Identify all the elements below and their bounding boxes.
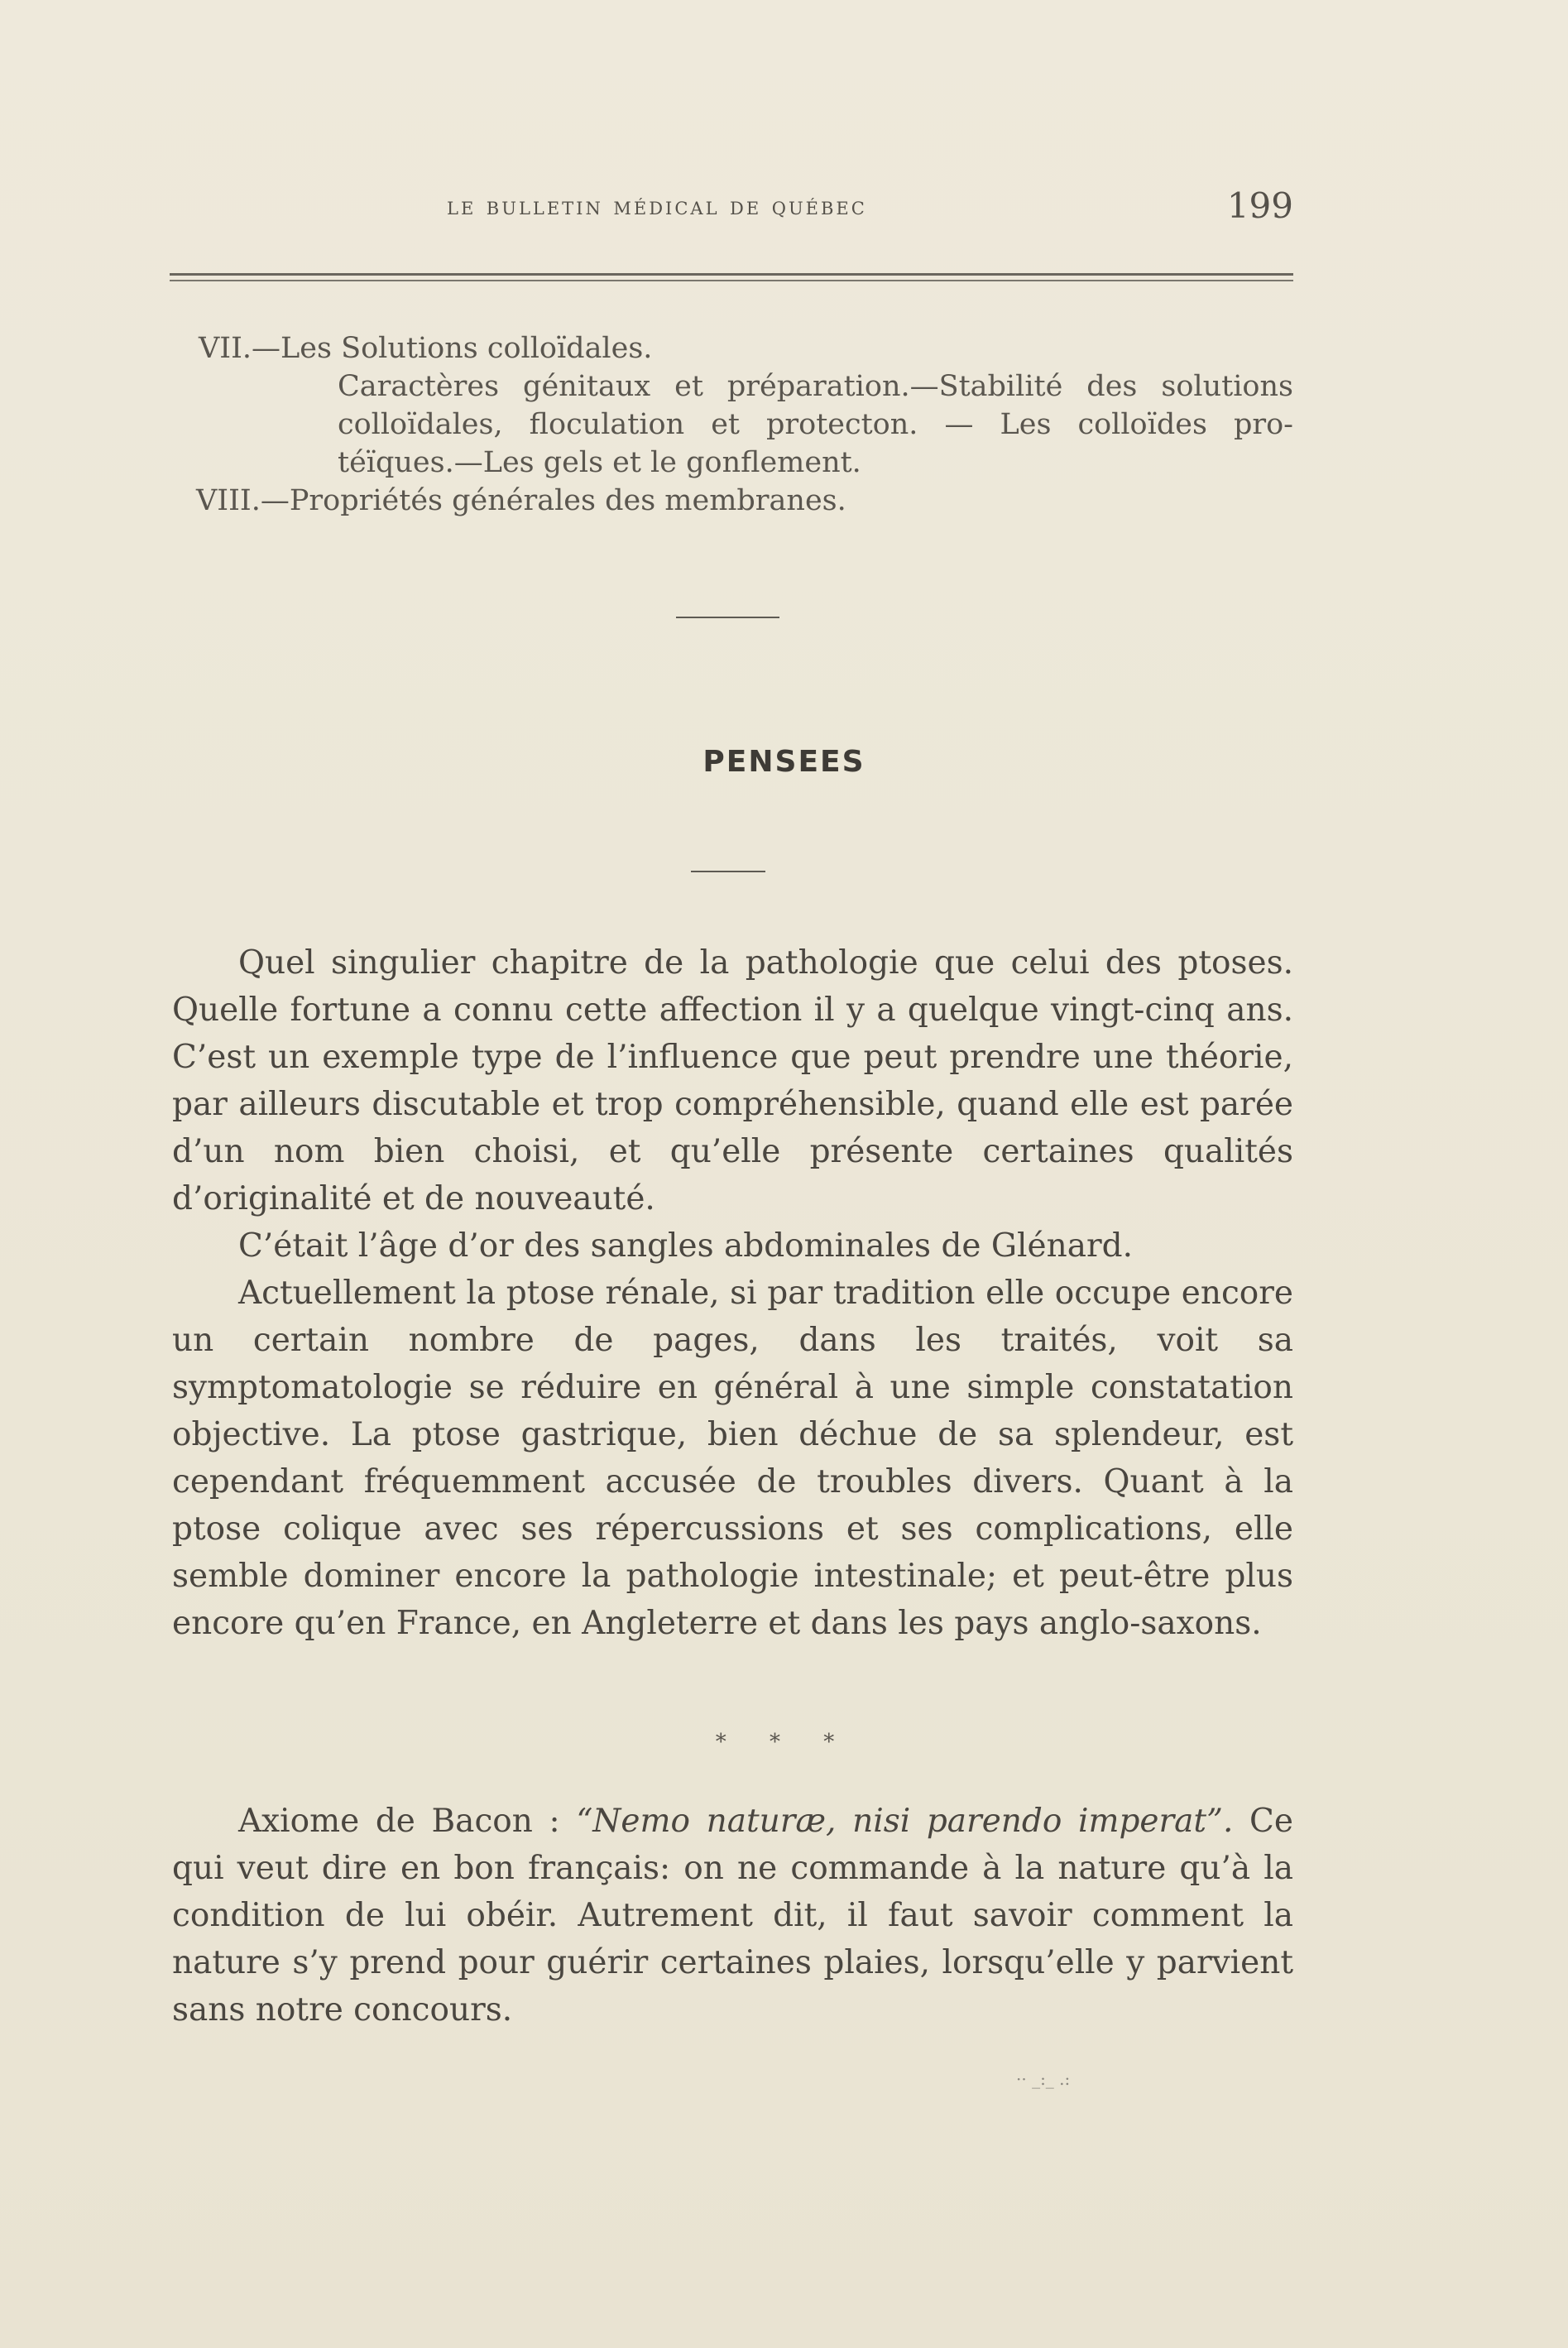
toc-item-viii: VIII.—Propriétés générales des membranes. <box>196 484 846 517</box>
section-title: PENSEES <box>702 745 866 779</box>
page-number: 199 <box>1226 185 1293 226</box>
page-header <box>170 185 1293 242</box>
header-rule-secondary <box>170 280 1293 281</box>
bacon-lead: Axiome de Bacon : <box>238 1803 577 1840</box>
toc-item-vii: VII.—Les Solutions colloïdales. <box>199 332 653 365</box>
paragraph-ptose-renale: Actuellement la ptose rénale, si par tradition elle occupe encore un certain nombre de pages, dans les traités, voit sa symptomatologie se réduire en général à une simple constatation objective. La ptose gastrique, bien déchue de sa splendeur, est cependant fréquemment accusée de troubles divers. Quant à la ptose colique avec ses répercussions et ses complications, elle semble dominer encore la pathologie intestinale; et peut-être plus encore qu’en France, en Angleterre et dans les pays anglo-saxons. <box>172 1275 1293 1642</box>
toc-item-vii-line-3: téïques.—Les gels et le gonflement. <box>338 446 861 479</box>
bacon-text <box>172 1798 1293 2033</box>
header-rule <box>170 273 1293 276</box>
table-of-contents-fragment <box>196 329 1295 520</box>
bacon-rest: Ce qui veut dire en bon français: on ne commande à la nature qu’à la condition de lui obéir. Autrement dit, il faut savoir comment la nature s’y prend pour guérir certaines plaies, lorsqu’elle y parvient sans notre concours. <box>172 1803 1293 2029</box>
paragraph-ptoses: Quel singulier chapitre de la pathologie que celui des ptoses. Quelle fortune a connu cette affection il y a quelque vingt-cinq ans. C’est un exemple type de l’influence que peut prendre une théorie, par ailleurs discutable et trop compréhensible, quand elle est parée d’un nom bien choisi, et qu’elle présente certaines qualités d’originalité et de nouveauté. <box>172 944 1293 1217</box>
section-divider-bottom <box>691 871 765 872</box>
bacon-latin-quote: “Nemo naturæ, nisi parendo imperat”. <box>576 1803 1234 1840</box>
toc-item-vii-line-2: colloïdales, floculation et protecton. — Les colloïdes pro- <box>338 408 1293 441</box>
asterism-separator: * * * <box>715 1730 853 1755</box>
paragraph-glenard: C’était l’âge d’or des sangles abdominales de Glénard. <box>238 1227 1133 1265</box>
faint-print-mark: ·· _:_ .: <box>1016 2069 1071 2089</box>
toc-item-vii-line-1: Caractères génitaux et préparation.—Stabilité des solutions <box>338 370 1293 403</box>
bacon-paragraph <box>172 1798 1293 2033</box>
running-head: le bulletin médical de québec <box>447 192 867 221</box>
section-divider-top <box>676 617 779 618</box>
article-body <box>172 939 1293 1647</box>
